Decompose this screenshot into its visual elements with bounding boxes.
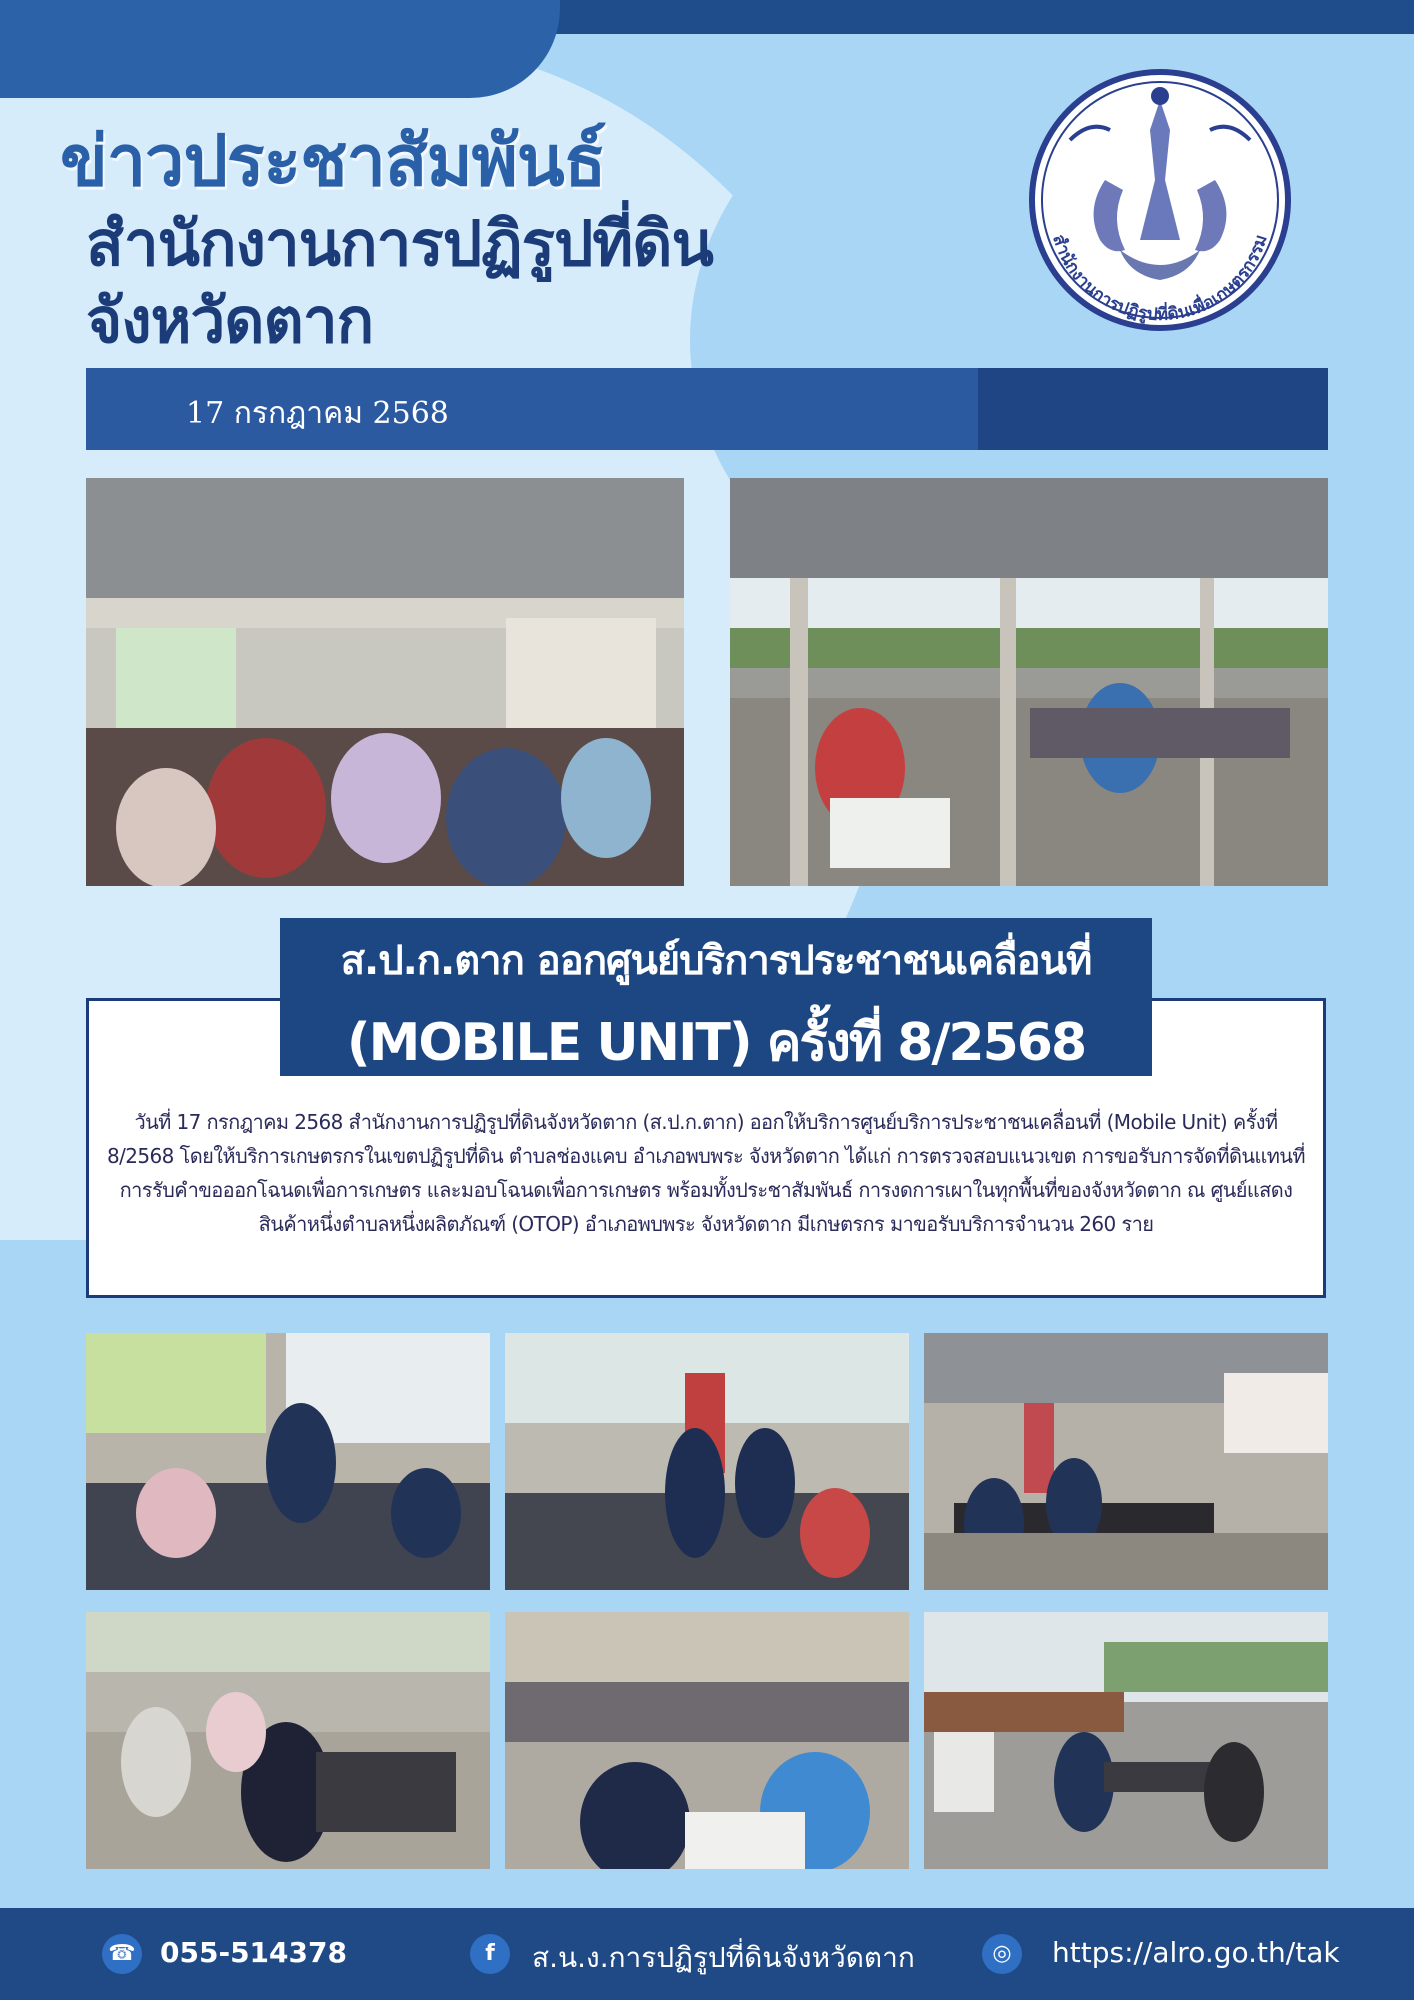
phone-icon: ☎ [102,1934,142,1974]
seal-text: สำนักงานการปฏิรูปที่ดินเพื่อเกษตรกรรม [1048,232,1272,326]
publish-date: 17 กรกฎาคม 2568 [186,396,449,431]
office-name: สำนักงานการปฏิรูปที่ดิน [86,207,713,280]
globe-icon: ◎ [982,1934,1022,1974]
headline-line2: (MOBILE UNIT) ครั้งที่ 8/2568 [346,1013,1086,1073]
background-top-left-tab [0,0,560,98]
farmers-forms-photo [505,1612,909,1869]
alro-seal-icon [1010,60,1310,360]
province-name: จังหวัดตาก [86,284,374,357]
headline-line1: ส.ป.ก.ตาก ออกศูนย์บริการประชาชนเคลื่อนที่ [340,938,1092,984]
date-bar [86,368,1328,450]
meeting-hall-photo [86,478,684,886]
facebook-icon: f [470,1934,510,1974]
news-body-text: วันที่ 17 กรกฎาคม 2568 สำนักงานการปฏิรูปที่ดินจังหวัดตาก (ส.ป.ก.ตาก) ออกให้บริการศูนย์บริการประชาชนเคลื่อนที่ (Mobile Unit) ครั้งที่ 8/2568 โดยให้บริการเกษตรกรในเขตปฏิรูปที่ดิน ตำบลช่องแคบ อำเภอพบพระ จังหวัดตาก ได้แก่ การตรวจสอบแนวเขต การขอรับการจัดที่ดินแทนที่ การรับคำขอออกโฉนดเพื่อการเกษตร และมอบโฉนดเพื่อการเกษตร พร้อมทั้งประชาสัมพันธ์ การงดการเผาในทุกพื้นที่ของจังหวัดตาก ณ ศูนย์แสดงสินค้าหนึ่งตำบลหนึ่งผลิตภัณฑ์ (OTOP) อำเภอพบพระ จังหวัดตาก มีเกษตรกร มาขอรับบริการจำนวน 260 ราย [107,1110,1305,1236]
open-pavilion-crowd-photo [730,478,1328,886]
speaker-with-banner-photo [86,1333,490,1590]
service-desks-photo [924,1333,1328,1590]
document-signing-photo [86,1612,490,1869]
outdoor-desk-photo [924,1612,1328,1869]
contact-footer [0,1908,1414,2000]
page-title: ข่าวประชาสัมพันธ์ [60,120,606,202]
facebook-page-link[interactable]: ส.น.ง.การปฏิรูปที่ดินจังหวัดตาก [532,1941,915,1974]
phone-number[interactable]: 055-514378 [160,1936,347,1969]
website-link[interactable]: https://alro.go.th/tak [1052,1936,1340,1969]
staff-speaking-photo [505,1333,909,1590]
